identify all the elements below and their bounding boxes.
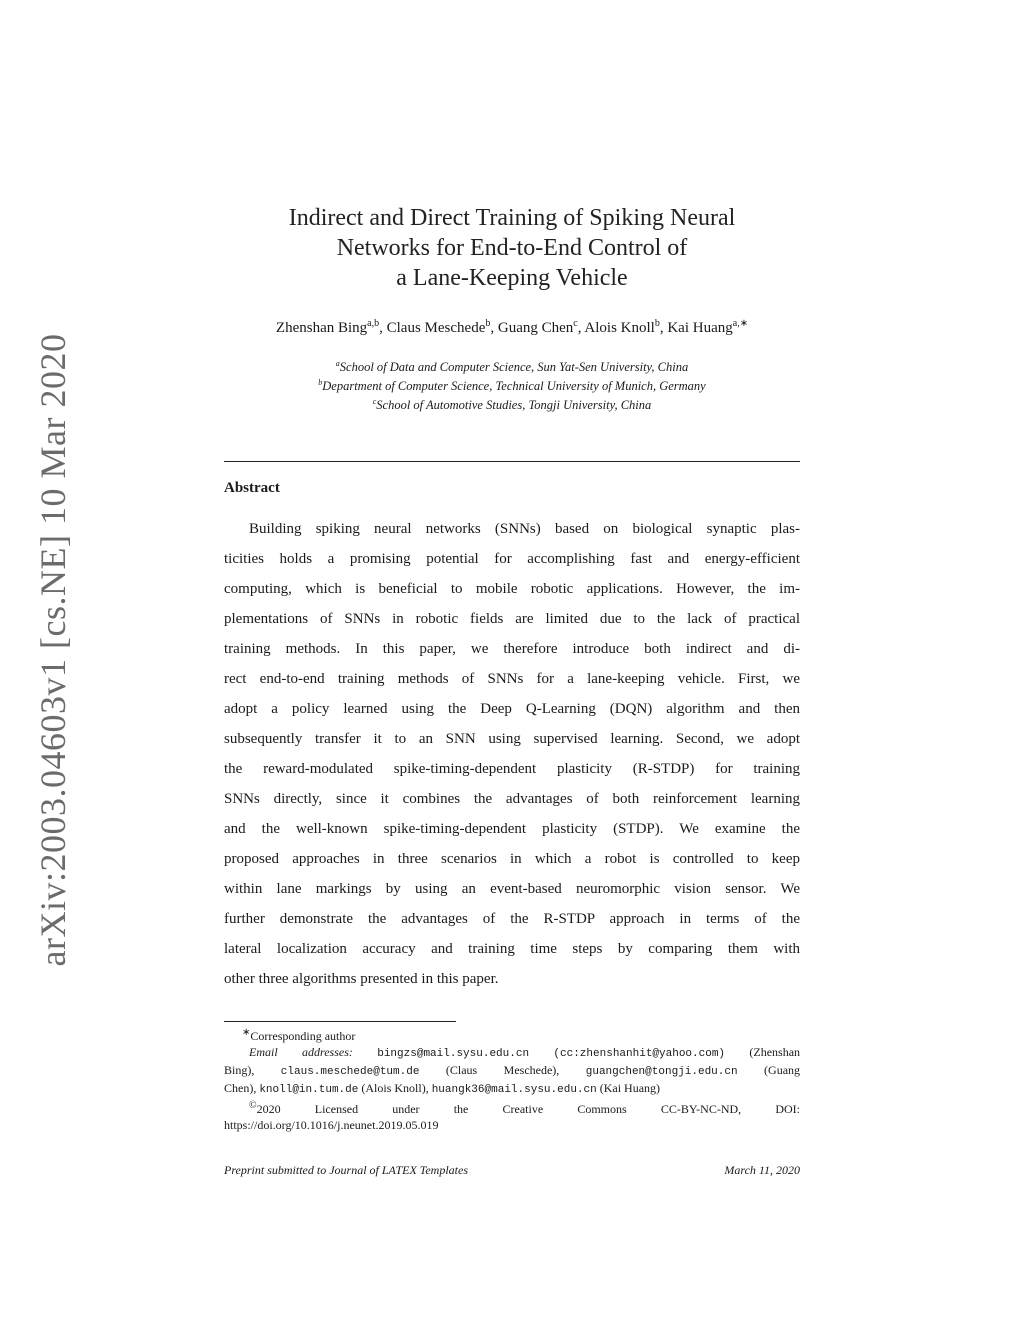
email-line: Chen), knoll@in.tum.de (Alois Knoll), huangk36@mail.sysu.edu.cn (Kai Huang) [224,1081,661,1096]
footnote-block [224,1025,800,1133]
affiliation: $^a$School of Data and Computer Science, Sun Yat-Sen University, China [335,359,689,375]
abstract-line: ticities holds a promising potential for accomplishing fast and energy-efficient [224,551,800,567]
abstract-line: and the well-known spike-timing-dependent plasticity (STDP). We examine the [224,821,800,837]
affiliation-list [224,356,800,413]
email-line: Bing), claus.meschede@tum.de (Claus Meschede), guangchen@tongji.edu.cn (Guang [224,1063,800,1078]
email-link[interactable]: (cc:zhenshanhit@yahoo.com) [553,1048,726,1060]
affiliation: $^c$School of Automotive Studies, Tongji University, China [372,397,652,413]
abstract-line: plementations of SNNs in robotic fields are limited due to the lack of practical [224,611,800,627]
corresponding-author-note: ∗Corresponding author [242,1027,356,1043]
author-affiliation-mark: c [573,318,578,329]
abstract-line: the reward-modulated spike-timing-dependent plasticity (R-STDP) for training [224,761,800,777]
author-affiliation-mark: a,b [367,318,380,329]
email-link[interactable]: guangchen@tongji.edu.cn [585,1066,738,1078]
author-name: Claus Meschede [386,320,486,336]
email-link[interactable]: huangk36@mail.sysu.edu.cn [431,1084,597,1096]
abstract-line: Building spiking neural networks (SNNs) based on biological synaptic plas- [249,521,800,537]
abstract-line: other three algorithms presented in this paper. [224,971,499,987]
title-line: Networks for End-to-End Control of [336,235,688,261]
author-affiliation-mark: b [654,318,660,329]
license-line: ©2020 Licensed under the Creative Commons CC-BY-NC-ND, DOI: [249,1100,800,1116]
abstract-line: training methods. In this paper, we therefore introduce both indirect and di- [224,641,800,657]
author-name: Kai Huang [667,320,733,336]
email-link[interactable]: knoll@in.tum.de [259,1084,359,1096]
author-affiliation-mark: a,∗ [732,318,749,329]
affiliation: $^b$Department of Computer Science, Technical University of Munich, Germany [318,378,706,394]
abstract-line: subsequently transfer it to an SNN using supervised learning. Second, we adopt [224,731,800,747]
title-line: Indirect and Direct Training of Spiking Neural [288,205,736,231]
author-name: Zhenshan Bing [275,320,368,336]
doi-link[interactable]: https://doi.org/10.1016/j.neunet.2019.05.019 [224,1118,439,1132]
preprint-note: Preprint submitted to Journal of LATEX Templates [224,1163,469,1177]
email-link[interactable]: bingzs@mail.sysu.edu.cn [377,1048,530,1060]
email-link[interactable]: claus.meschede@tum.de [280,1066,420,1078]
abstract-line: computing, which is beneficial to mobile robotic applications. However, the im- [224,581,800,597]
author-affiliation-mark: b [485,318,491,329]
abstract-line: further demonstrate the advantages of the R-STDP approach in terms of the [224,911,800,927]
abstract-top-rule [224,461,800,462]
abstract-line: lateral localization accuracy and training time steps by comparing them with [224,941,800,957]
author-list: Zhenshan Bing$^{a,b}$, Claus Meschede$^b$, Guang Chen$^c$, Alois Knoll$^b$, Kai Huang$^{a,∗}$ [275,318,749,336]
author-name: Alois Knoll [584,320,655,336]
abstract-line: within lane markings by using an event-based neuromorphic vision sensor. We [224,881,800,897]
arxiv-identifier-stamp: arXiv:2003.04603v1 [cs.NE] 10 Mar 2020 [33,333,73,967]
abstract-heading: Abstract [224,480,280,496]
abstract-line: adopt a policy learned using the Deep Q-Learning (DQN) algorithm and then [224,701,800,717]
author-name: Guang Chen [497,320,574,336]
abstract-line: proposed approaches in three scenarios in which a robot is controlled to keep [224,851,800,867]
paper-title [224,203,800,293]
email-line: Email addresses: bingzs@mail.sysu.edu.cn (cc:zhenshanhit@yahoo.com) (Zhenshan [249,1045,800,1060]
abstract-line: rect end-to-end training methods of SNNs for a lane-keeping vehicle. First, we [224,671,800,687]
abstract-body [224,514,800,994]
title-line: a Lane-Keeping Vehicle [396,265,628,291]
preprint-date: March 11, 2020 [724,1163,800,1177]
abstract-line: SNNs directly, since it combines the advantages of both reinforcement learning [224,791,800,807]
footnote-rule [224,1021,456,1022]
